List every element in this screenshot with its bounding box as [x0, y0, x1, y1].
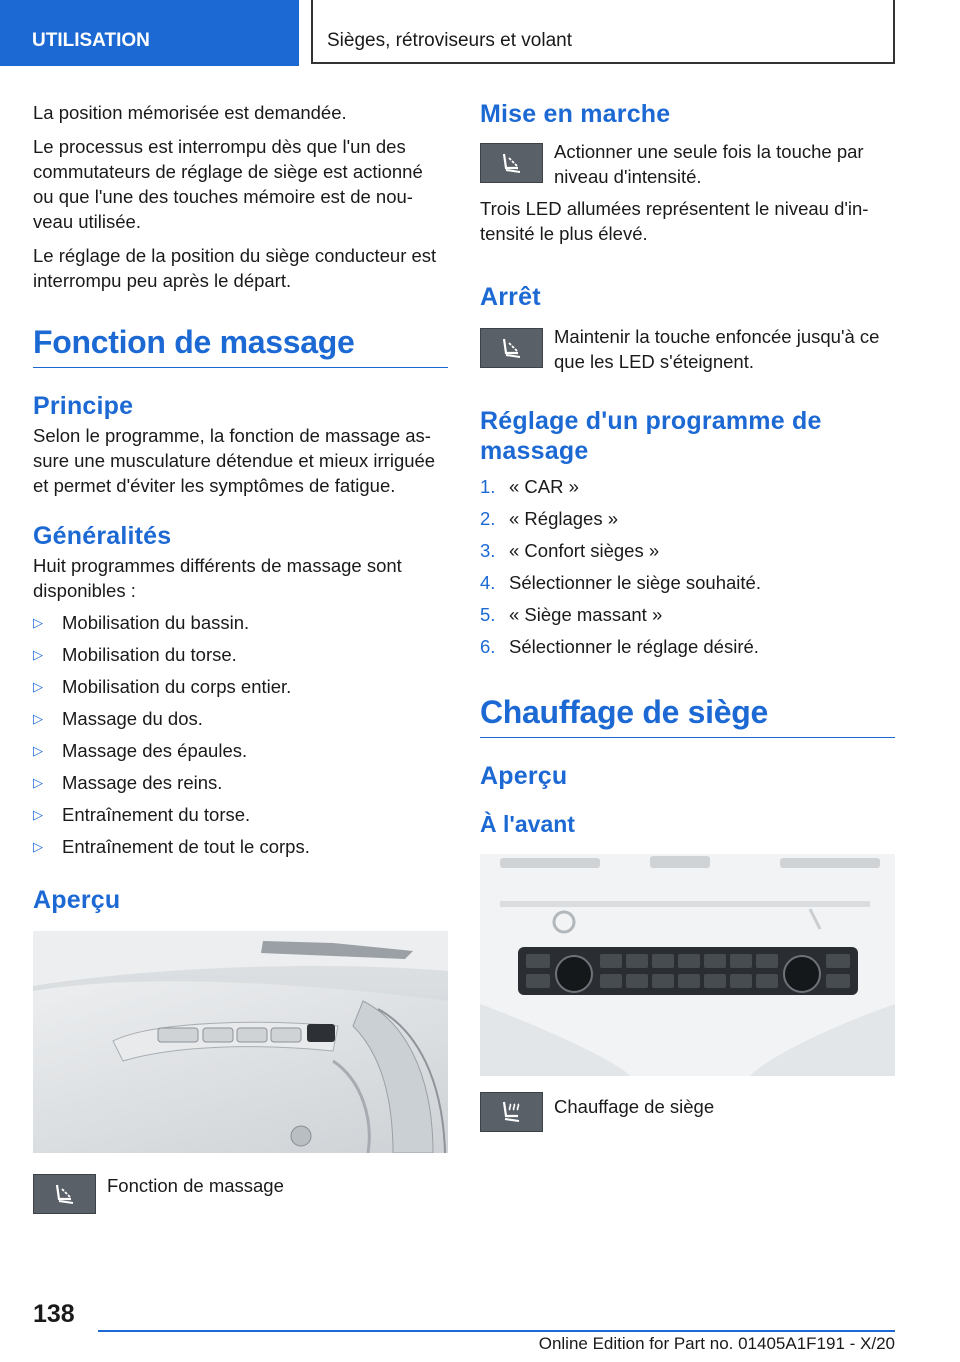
page-number: 138 [33, 1300, 75, 1328]
arret-icon-text: Maintenir la touche enfoncée jusqu'à ce que les LED s'éteignent. [554, 326, 880, 372]
section-heading-chauffage: Chauffage de siège [480, 694, 895, 738]
heading-generalites: Généralités [33, 522, 172, 550]
list-item: 1. « CAR » [480, 476, 579, 497]
heading-avant: À l'avant [480, 811, 575, 837]
list-item: ▷ Mobilisation du torse. [33, 644, 237, 665]
section-tab: UTILISATION [0, 0, 299, 66]
list-item: ▷ Massage des reins. [33, 772, 223, 793]
climate-panel-photo [480, 854, 895, 1076]
triangle-bullet-icon: ▷ [33, 679, 43, 694]
triangle-bullet-icon: ▷ [33, 839, 43, 854]
seat-heating-key-icon [480, 1092, 543, 1132]
triangle-bullet-icon: ▷ [33, 615, 43, 630]
program-list [33, 610, 448, 859]
heading-mise-en-marche: Mise en marche [480, 100, 671, 128]
door-panel-photo [33, 931, 448, 1153]
chapter-title: Sièges, rétroviseurs et volant [311, 0, 895, 64]
right-column [480, 100, 895, 1136]
heading-reglage-programme: Réglage d'un programme de massage [480, 407, 822, 465]
massage-seat-key-icon [480, 143, 543, 183]
massage-seat-key-icon [480, 328, 543, 368]
list-item: 2. « Réglages » [480, 508, 619, 529]
list-item: ▷ Mobilisation du corps entier. [33, 676, 292, 697]
paragraph: La position mémorisée est demandée. [33, 102, 347, 123]
list-item: 4. Sélectionner le siège souhaité. [480, 572, 761, 593]
mise-text: Trois LED allumées représentent le niveau d'in-tensité le plus élevé. [480, 198, 869, 244]
heating-key-label: Chauffage de siège [554, 1096, 715, 1117]
mise-icon-text: Actionner une seule fois la touche par niveau d'intensité. [554, 141, 864, 187]
massage-key-row [33, 1171, 448, 1215]
triangle-bullet-icon: ▷ [33, 711, 43, 726]
page-header [0, 0, 960, 66]
list-item: 3. « Confort sièges » [480, 540, 660, 561]
list-item: ▷ Entraînement du torse. [33, 804, 251, 825]
heading-apercu: Aperçu [33, 886, 121, 914]
principe-text: Selon le programme, la fonction de massage as-sure une musculature détendue et mieux irriguée et permet d'éviter les symptômes de fatigue. [33, 425, 436, 496]
list-item: ▷ Massage du dos. [33, 708, 203, 729]
edition-note: Online Edition for Part no. 01405A1F191 - X/20 [538, 1334, 895, 1353]
paragraph: Le processus est interrompu dès que l'un des commutateurs de réglage de siège est actionné ou que l'une des touches mémoire est de nou-veau utilisée. [33, 136, 423, 232]
list-item: ▷ Massage des épaules. [33, 740, 248, 761]
triangle-bullet-icon: ▷ [33, 807, 43, 822]
steps-list [480, 474, 895, 659]
mise-key-row [480, 139, 895, 189]
list-item: 5. « Siège massant » [480, 604, 663, 625]
list-item: ▷ Entraînement de tout le corps. [33, 836, 310, 857]
generalites-text: Huit programmes différents de massage sont disponibles : [33, 555, 402, 601]
heading-principe: Principe [33, 392, 134, 420]
massage-key-label: Fonction de massage [107, 1175, 284, 1196]
list-item: 6. Sélectionner le réglage désiré. [480, 636, 759, 657]
left-column [33, 100, 448, 1215]
triangle-bullet-icon: ▷ [33, 743, 43, 758]
heading-arret: Arrêt [480, 283, 541, 311]
arret-key-row [480, 324, 895, 374]
triangle-bullet-icon: ▷ [33, 647, 43, 662]
heading-apercu-chauffage: Aperçu [480, 762, 568, 790]
heating-key-row [480, 1092, 895, 1136]
triangle-bullet-icon: ▷ [33, 775, 43, 790]
section-heading-massage: Fonction de massage [33, 324, 448, 368]
paragraph: Le réglage de la position du siège conducteur est interrompu peu après le départ. [33, 245, 437, 291]
list-item: ▷ Mobilisation du bassin. [33, 612, 250, 633]
massage-seat-key-icon [33, 1174, 96, 1214]
footer-divider [98, 1330, 895, 1332]
